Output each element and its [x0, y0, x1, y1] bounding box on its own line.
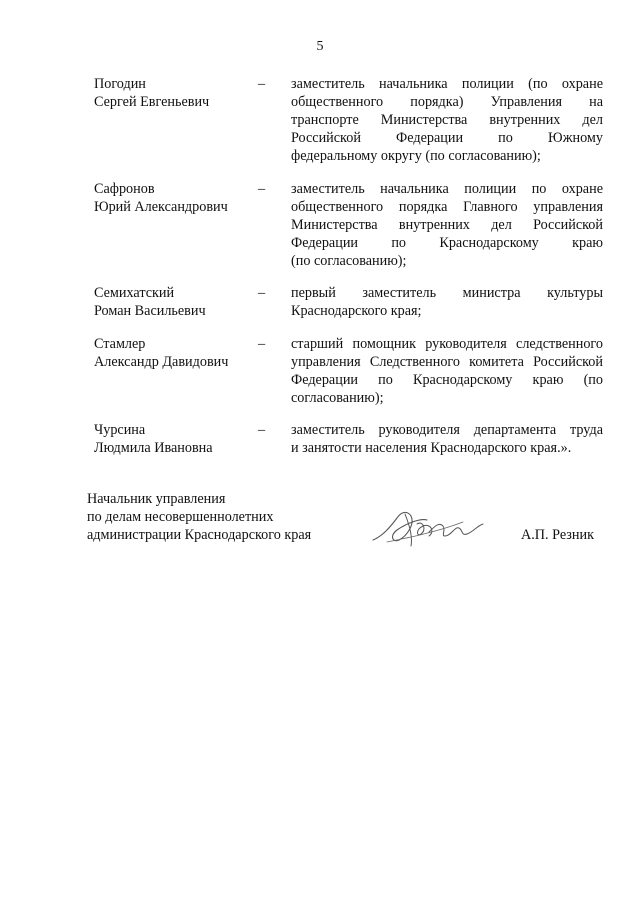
person-name [94, 284, 264, 320]
description-line: согласованию); [291, 390, 384, 406]
description-line: (по согласованию); [291, 253, 407, 269]
position-description [291, 180, 603, 270]
position-description [291, 75, 603, 165]
person-surname: Стамлер [94, 336, 146, 352]
dash: – [258, 181, 266, 197]
person-surname: Чурсина [94, 422, 146, 438]
person-given-name: Александр Давидович [94, 354, 229, 370]
person-given-name: Роман Васильевич [94, 303, 206, 319]
signatory-title-line: администрации Краснодарского края [87, 527, 312, 543]
description-line: первый заместитель министра культуры [291, 285, 603, 301]
position-description [291, 284, 603, 320]
person-name [94, 180, 264, 216]
signatory-title-line: по делам несовершеннолетних [87, 509, 274, 525]
person-surname: Сафронов [94, 181, 155, 197]
dash: – [258, 336, 266, 352]
description-line: заместитель начальника полиции (по охране [291, 76, 603, 92]
description-line: Министерства внутренних дел Российской [291, 217, 603, 233]
page-number: 5 [316, 39, 324, 54]
dash: – [258, 76, 266, 92]
person-name [94, 75, 264, 111]
person-given-name: Людмила Ивановна [94, 440, 213, 456]
signatory-title-line: Начальник управления [87, 491, 226, 507]
position-description [291, 335, 603, 407]
person-name [94, 335, 264, 371]
signer-name: А.П. Резник [521, 527, 594, 543]
description-line: транспорте Министерства внутренних дел [291, 112, 603, 128]
person-surname: Погодин [94, 76, 146, 92]
description-line: старший помощник руководителя следственного [291, 336, 603, 352]
description-line: Краснодарского края; [291, 303, 422, 319]
description-line: и занятости населения Краснодарского края.». [291, 440, 572, 456]
description-line: Федерации по Краснодарскому краю (по [291, 372, 603, 388]
dash: – [258, 422, 266, 438]
person-surname: Семихатский [94, 285, 175, 301]
person-given-name: Юрий Александрович [94, 199, 228, 215]
description-line: Федерации по Краснодарскому краю [291, 235, 603, 251]
position-description [291, 421, 603, 457]
description-line: Российской Федерации по Южному [291, 130, 603, 146]
description-line: заместитель руководителя департамента труда [291, 422, 603, 438]
description-line: управления Следственного комитета Российской [291, 354, 603, 370]
handwritten-signature [367, 496, 487, 556]
person-name [94, 421, 264, 457]
dash: – [258, 285, 266, 301]
description-line: заместитель начальника полиции по охране [291, 181, 603, 197]
signature-block [87, 490, 607, 544]
description-line: общественного порядка) Управления на [291, 94, 603, 110]
description-line: федеральному округу (по согласованию); [291, 148, 541, 164]
person-given-name: Сергей Евгеньевич [94, 94, 210, 110]
description-line: общественного порядка Главного управления [291, 199, 603, 215]
